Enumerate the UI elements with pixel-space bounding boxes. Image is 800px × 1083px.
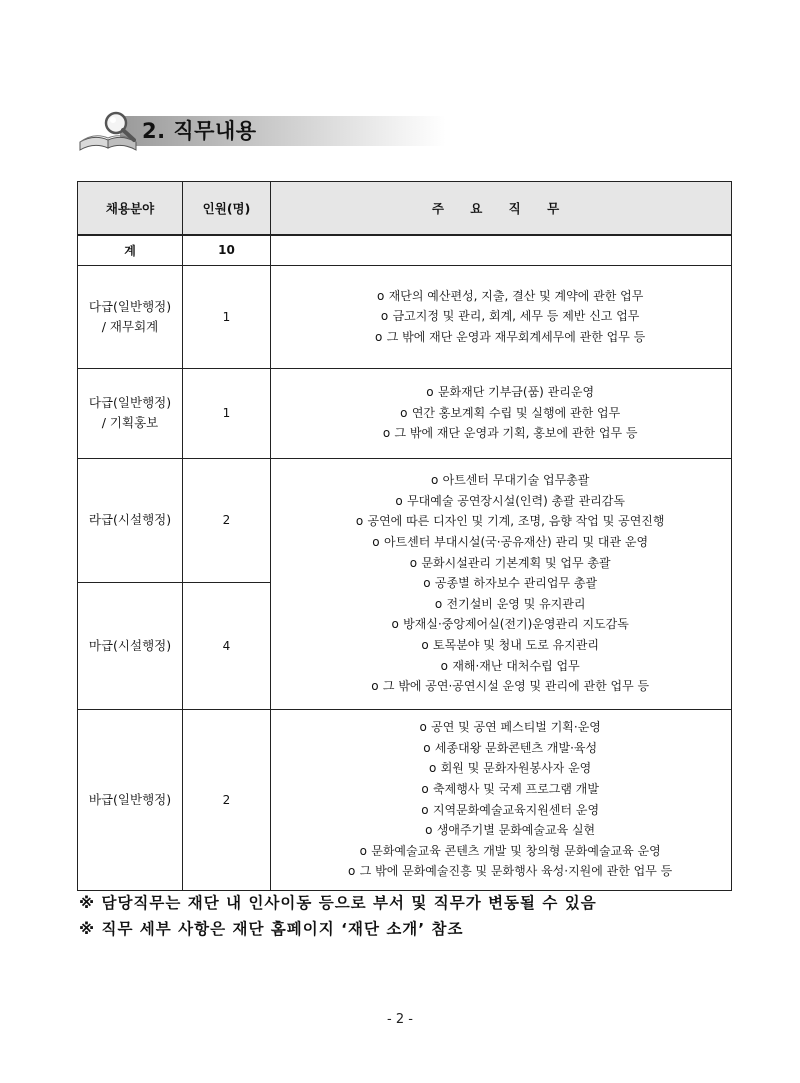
bullet-marker: o (348, 864, 356, 879)
list-item (285, 594, 731, 615)
duty-text: 전기설비 운영 및 유지관리 (446, 596, 586, 611)
list-item (285, 491, 731, 512)
duty-text: 아트센터 부대시설(국·공유재산) 관리 및 대관 운영 (383, 535, 649, 550)
list-item (285, 573, 731, 594)
duty-text: 그 밖에 공연·공연시설 운영 및 관리에 관한 업무 등 (382, 679, 650, 694)
bullet-marker: o (419, 720, 427, 735)
bullet-marker: o (380, 309, 389, 324)
list-item (285, 717, 731, 738)
bullet-marker: o (372, 535, 380, 550)
bullet-marker: o (409, 555, 418, 570)
bullet-marker: o (423, 740, 431, 755)
field-label: 라급(시설행정) (88, 512, 172, 527)
bullet-marker: o (391, 617, 399, 632)
bullet-marker: o (421, 637, 429, 652)
header-duties: 주 요 직 무 (271, 182, 732, 236)
duty-list (285, 286, 731, 348)
bullet-marker: o (430, 473, 439, 488)
list-item (285, 779, 731, 800)
duties-cell (271, 265, 732, 368)
duty-text: 재해·재난 대처수립 업무 (452, 658, 580, 673)
duty-text: 지역문화예술교육지원센터 운영 (432, 802, 600, 817)
header-count: 인원(명) (183, 182, 271, 236)
duty-text: 문화재단 기부금(품) 관리운영 (437, 385, 595, 400)
duty-list (285, 470, 731, 697)
list-item (285, 841, 731, 862)
field-label: 마급(시설행정) (88, 637, 172, 653)
count-cell: 2 (183, 458, 271, 582)
table-row (78, 709, 732, 890)
duty-text: 문화예술교육 콘텐츠 개발 및 창의형 문화예술교육 운영 (371, 843, 661, 858)
list-item (285, 676, 731, 697)
bullet-marker: o (434, 596, 443, 611)
table-row (78, 368, 732, 458)
field-label: 바급(일반행정) (88, 791, 172, 807)
duties-cell (271, 709, 732, 890)
bullet-marker: o (426, 385, 434, 400)
duty-text: 재단의 예산편성, 지출, 결산 및 계약에 관한 업무 (388, 288, 644, 303)
duty-text: 공연에 따른 디자인 및 기계, 조명, 음향 작업 및 공연진행 (367, 514, 665, 529)
list-item (285, 635, 731, 656)
duty-text: 그 밖에 재단 운영과 재무회계세무에 관한 업무 등 (386, 329, 646, 344)
list-item (285, 532, 731, 553)
list-item (285, 423, 731, 444)
list-item (285, 758, 731, 779)
field-cell (78, 582, 183, 709)
duty-text: 토목분야 및 청내 도로 유지관리 (433, 637, 599, 652)
header-field: 채용분야 (78, 182, 183, 236)
list-item (285, 403, 731, 424)
duty-text: 생애주기별 문화예술교육 실현 (436, 823, 596, 838)
list-item (285, 738, 731, 759)
duty-text: 공종별 하자보수 관리업무 총괄 (434, 576, 598, 591)
bullet-marker: o (421, 802, 429, 817)
duty-list (285, 382, 731, 444)
list-item (285, 656, 731, 677)
bullet-marker: o (425, 823, 433, 838)
section-heading (76, 108, 446, 152)
notes (79, 890, 597, 942)
bullet-marker: o (371, 679, 379, 694)
count-cell: 1 (183, 265, 271, 368)
bullet-marker: o (421, 781, 429, 796)
duty-text: 그 밖에 재단 운영과 기획, 홍보에 관한 업무 등 (394, 426, 638, 441)
field-cell (78, 709, 183, 890)
duty-text: 무대예술 공연장시설(인력) 총괄 관리감독 (407, 493, 625, 508)
list-item (285, 511, 731, 532)
list-item (285, 800, 731, 821)
bullet-marker: o (423, 576, 431, 591)
page-number: - 2 - (387, 1012, 413, 1027)
bullet-marker: o (400, 405, 408, 420)
field-sublabel: / 재무회계 (101, 318, 159, 334)
duty-text: 금고지정 및 관리, 회계, 세무 등 제반 신고 업무 (392, 309, 640, 324)
count-cell: 4 (183, 582, 271, 709)
list-item (285, 286, 731, 307)
total-label: 계 (78, 235, 183, 265)
table-row (78, 265, 732, 368)
total-duties-empty (271, 235, 732, 265)
duty-text: 방재실·중앙제어실(전기)운영관리 지도감독 (403, 617, 629, 632)
duty-text: 축제행사 및 국제 프로그램 개발 (433, 781, 599, 796)
duty-text: 문화시설관리 기본계획 및 업무 총괄 (421, 555, 611, 570)
list-item (285, 820, 731, 841)
job-duties-table (77, 181, 732, 891)
field-cell (78, 368, 183, 458)
list-item (285, 861, 731, 882)
count-cell: 2 (183, 709, 271, 890)
list-item (285, 470, 731, 491)
bullet-marker: o (382, 426, 391, 441)
field-label: 다급(일반행정) (88, 298, 172, 314)
duties-cell (271, 368, 732, 458)
note-item: ※ 직무 세부 사항은 재단 홈페이지 ‘재단 소개’ 참조 (79, 920, 464, 938)
bullet-marker: o (395, 493, 403, 508)
bullet-marker: o (355, 514, 364, 529)
bullet-marker: o (375, 329, 383, 344)
duty-text: 세종대왕 문화콘텐츠 개발·육성 (434, 740, 598, 755)
duty-text: 아트센터 무대기술 업무총괄 (442, 473, 590, 488)
count-cell: 1 (183, 368, 271, 458)
total-count: 10 (183, 235, 271, 265)
field-cell (78, 265, 183, 368)
list-item (285, 306, 731, 327)
duty-text: 연간 홍보계획 수립 및 실행에 관한 업무 (411, 405, 621, 420)
section-title: 2. 직무내용 (142, 119, 257, 143)
table-header-row (78, 182, 732, 236)
duty-text: 공연 및 공연 페스티벌 기획·운영 (431, 720, 601, 735)
field-sublabel: / 기획홍보 (101, 415, 159, 430)
list-item (285, 614, 731, 635)
list-item (285, 553, 731, 574)
duties-cell (271, 458, 732, 709)
bullet-marker: o (440, 658, 448, 673)
note-item: ※ 담당직무는 재단 내 인사이동 등으로 부서 및 직무가 변동될 수 있음 (79, 894, 597, 912)
duty-list (285, 717, 731, 882)
duty-text: 그 밖에 문화예술진흥 및 문화행사 육성·지원에 관한 업무 등 (359, 864, 673, 879)
table-row (78, 458, 732, 582)
bullet-marker: o (429, 761, 437, 776)
bullet-marker: o (359, 843, 367, 858)
total-row (78, 235, 732, 265)
duty-text: 회원 및 문화자원봉사자 운영 (440, 761, 592, 776)
book-magnifier-icon (76, 108, 146, 152)
field-label: 다급(일반행정) (88, 395, 172, 410)
list-item (285, 382, 731, 403)
bullet-marker: o (377, 288, 385, 303)
field-cell (78, 458, 183, 582)
list-item (285, 327, 731, 348)
